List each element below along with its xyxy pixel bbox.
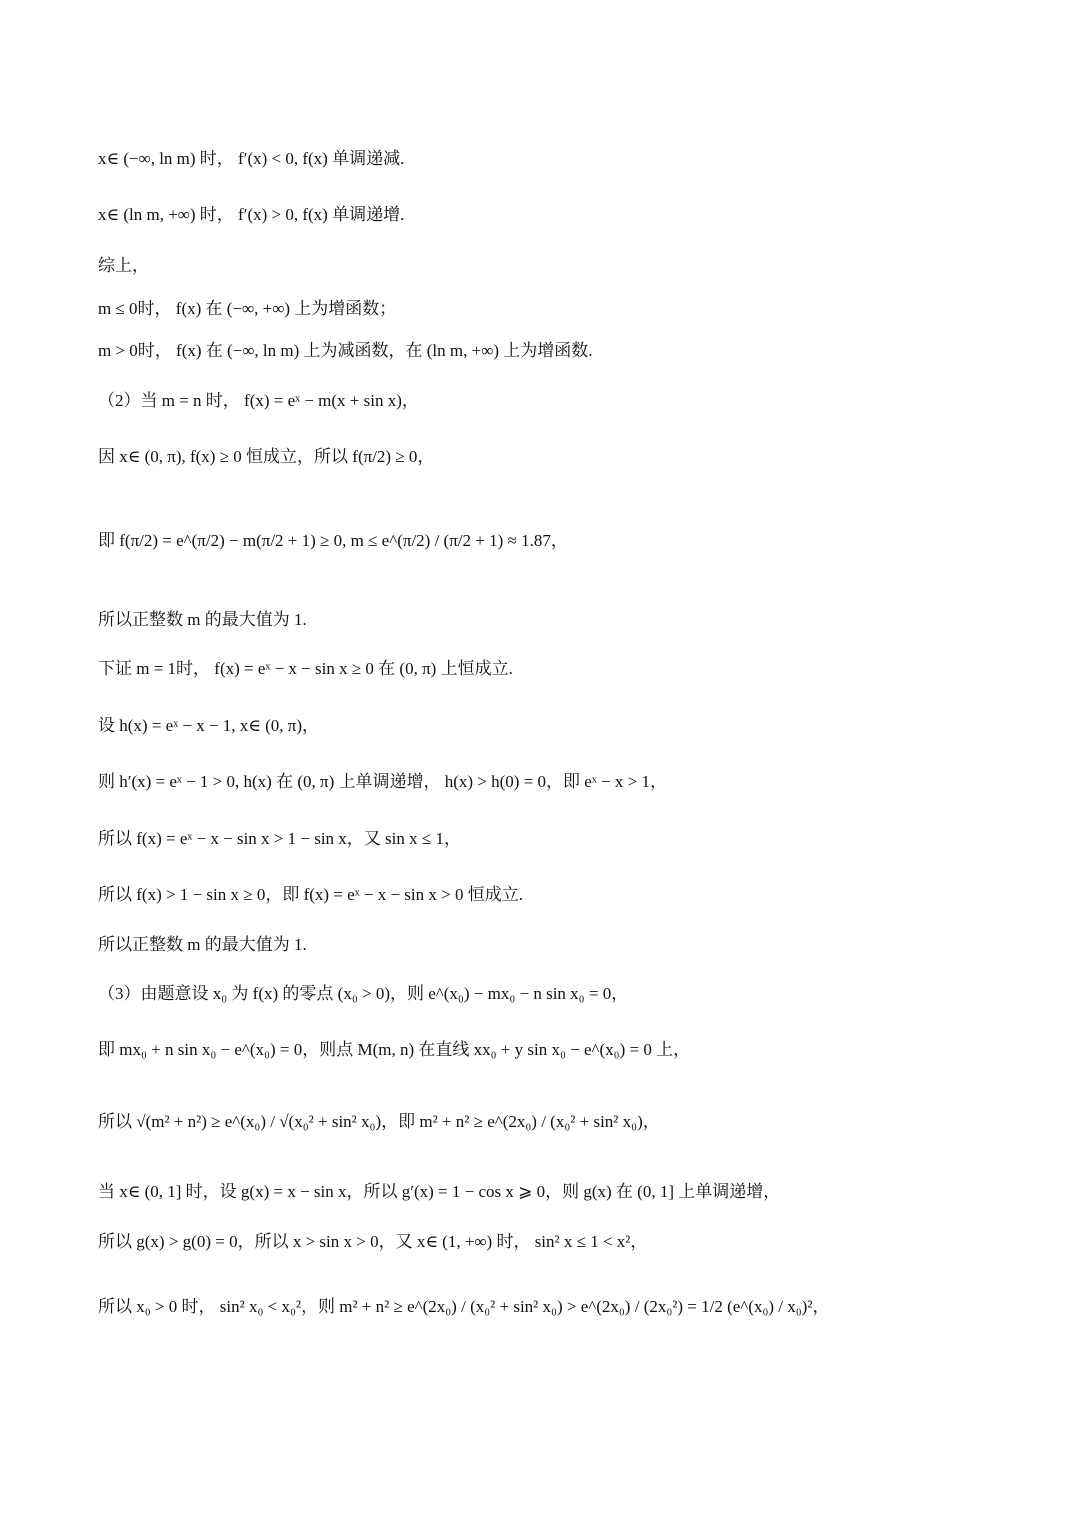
text-line: 所以 f(x) = eˣ − x − sin x > 1 − sin x，又 sin x ≤ 1， (98, 829, 461, 848)
text-line: 因 x∈ (0, π), f(x) ≥ 0 恒成立，所以 f(π/2) ≥ 0， (98, 447, 435, 466)
text-line: x∈ (−∞, ln m) 时， f′(x) < 0, f(x) 单调递减. (98, 149, 405, 168)
text-line: 则 h′(x) = eˣ − 1 > 0, h(x) 在 (0, π) 上单调递增， h(x) > h(0) = 0，即 eˣ − x > 1， (98, 772, 667, 791)
text-line: m ≤ 0时， f(x) 在 (−∞, +∞) 上为增函数； (98, 299, 397, 318)
text-line: 设 h(x) = eˣ − x − 1, x∈ (0, π)， (98, 716, 320, 735)
text-line: 所以 √(m² + n²) ≥ e^(x₀) / √(x₀² + sin² x₀)，即 m² + n² ≥ e^(2x₀) / (x₀² + sin² x₀)， (98, 1112, 660, 1131)
text-line: 当 x∈ (0, 1] 时，设 g(x) = x − sin x，所以 g′(x) = 1 − cos x ⩾ 0，则 g(x) 在 (0, 1] 上单调递增， (98, 1182, 781, 1201)
text-line: 所以 g(x) > g(0) = 0，所以 x > sin x > 0，又 x∈ (1, +∞) 时， sin² x ≤ 1 < x²， (98, 1232, 648, 1251)
text-line: 下证 m = 1时， f(x) = eˣ − x − sin x ≥ 0 在 (0, π) 上恒成立. (98, 659, 513, 678)
text-line: 所以 f(x) > 1 − sin x ≥ 0，即 f(x) = eˣ − x − sin x > 0 恒成立. (98, 885, 523, 904)
text-line: 所以正整数 m 的最大值为 1. (98, 935, 307, 954)
text-line: （2）当 m = n 时， f(x) = eˣ − m(x + sin x)， (98, 391, 419, 410)
text-line: 即 mx₀ + n sin x₀ − e^(x₀) = 0，则点 M(m, n) 在直线 xx₀ + y sin x₀ − e^(x₀) = 0 上， (98, 1040, 691, 1059)
text-line: 所以 x₀ > 0 时， sin² x₀ < x₀²，则 m² + n² ≥ e^(2x₀) / (x₀² + sin² x₀) > e^(2x₀) / (2x₀²) = 1/2 (e^(x₀) / x₀)²， (98, 1297, 830, 1316)
text-line: 即 f(π/2) = e^(π/2) − m(π/2 + 1) ≥ 0, m ≤ e^(π/2) / (π/2 + 1) ≈ 1.87， (98, 531, 568, 550)
text-line: 所以正整数 m 的最大值为 1. (98, 610, 307, 629)
text-line: m > 0时， f(x) 在 (−∞, ln m) 上为减函数，在 (ln m, +∞) 上为增函数. (98, 341, 593, 360)
text-line: （3）由题意设 x₀ 为 f(x) 的零点 (x₀ > 0)，则 e^(x₀) − mx₀ − n sin x₀ = 0， (98, 984, 629, 1003)
text-line: x∈ (ln m, +∞) 时， f′(x) > 0, f(x) 单调递增. (98, 205, 405, 224)
text-line: 综上， (98, 256, 149, 275)
